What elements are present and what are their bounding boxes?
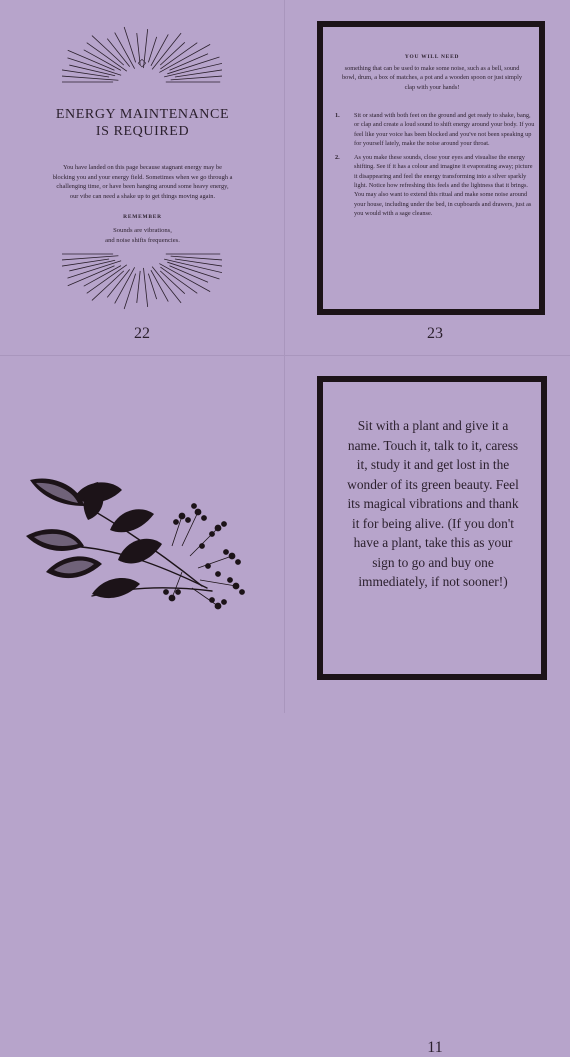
page-number: 23 — [427, 325, 443, 342]
page-number: 11 — [427, 1039, 443, 1056]
step-text: Sit or stand with both feet on the ground and get ready to shake, bang, or clap and create a loud sound to shift energy around your body. If you feel like your voice has been blocked and you've not been speaking up for yourself lately, make the noise around your throat. — [354, 112, 535, 147]
page-11 — [285, 356, 570, 1056]
step-number: 1. — [335, 112, 340, 119]
steps-list — [335, 111, 535, 223]
sunburst-ray — [175, 70, 222, 77]
sunburst-ray — [175, 259, 222, 266]
sunburst-ray — [84, 50, 121, 71]
sunburst-ray — [171, 256, 222, 261]
sunburst-top-icon — [62, 24, 222, 84]
list-item — [335, 153, 535, 218]
page-23 — [285, 0, 570, 356]
sunburst-ray — [62, 256, 118, 260]
sunburst-ray — [171, 75, 222, 80]
title-line-1: ENERGY MAINTENANCE — [55, 107, 230, 122]
page-title — [40, 106, 245, 140]
plant-illustration-icon — [22, 476, 252, 611]
sunburst-ray — [160, 267, 197, 293]
sunburst-ray — [124, 274, 135, 309]
sunburst-ray — [151, 34, 168, 65]
you-will-need-text: something that can be used to make some noise, such as a bell, sound bowl, drum, a box of matches, a pot and a wooden spoon or just simply clap with your hands! — [342, 65, 522, 91]
sunburst-ray — [143, 268, 147, 307]
diamond-icon: ◇ — [137, 57, 147, 69]
sunburst-ray — [151, 270, 168, 301]
sunburst-ray — [160, 43, 197, 69]
sunburst-ray — [84, 266, 121, 287]
page-number: 22 — [134, 325, 150, 342]
sunburst-ray — [62, 76, 118, 80]
remember-heading: REMEMBER — [123, 214, 162, 220]
sunburst-ray — [137, 271, 140, 303]
title-line-2: IS REQUIRED — [95, 124, 190, 139]
sunburst-bottom-icon — [62, 252, 222, 312]
you-will-need-heading: YOU WILL NEED — [404, 54, 460, 60]
list-item — [335, 111, 535, 148]
intro-paragraph: You have landed on this page because stagnant energy may be blocking you and your energy field. Sometimes when we go through a challenging time, or have been hanging around some heavy energy, our vibe can need a shake up to get things moving again. — [52, 164, 233, 200]
remember-line-2: and noise shifts frequencies. — [105, 237, 180, 244]
step-number: 2. — [335, 154, 340, 162]
page-illustration — [0, 356, 285, 713]
page-22 — [0, 0, 285, 356]
quote-text: Sit with a plant and give it a name. Touch it, talk to it, caress it, study it and get lost in the wonder of its green beauty. Feel its magical vibrations and thank it for being alive. (If you don't have a plant, take this as your sign to go and buy one immediately, if not sooner!) — [347, 418, 519, 589]
step-text: As you make these sounds, close your eyes and visualise the energy shifting. See if it has a colour and imagine it evaporating away; picture it disappearing and feel the energy transforming into a silver sparkly light. Notice how refreshing this feels and the lightness that it brings. You may also want to extend this ritual and make some noise around your house, including under the bed, in cupboards and drawers, just as you would with a sage cleanse. — [354, 154, 533, 217]
remember-text — [62, 226, 223, 246]
remember-line-1: Sounds are vibrations, — [113, 227, 172, 234]
